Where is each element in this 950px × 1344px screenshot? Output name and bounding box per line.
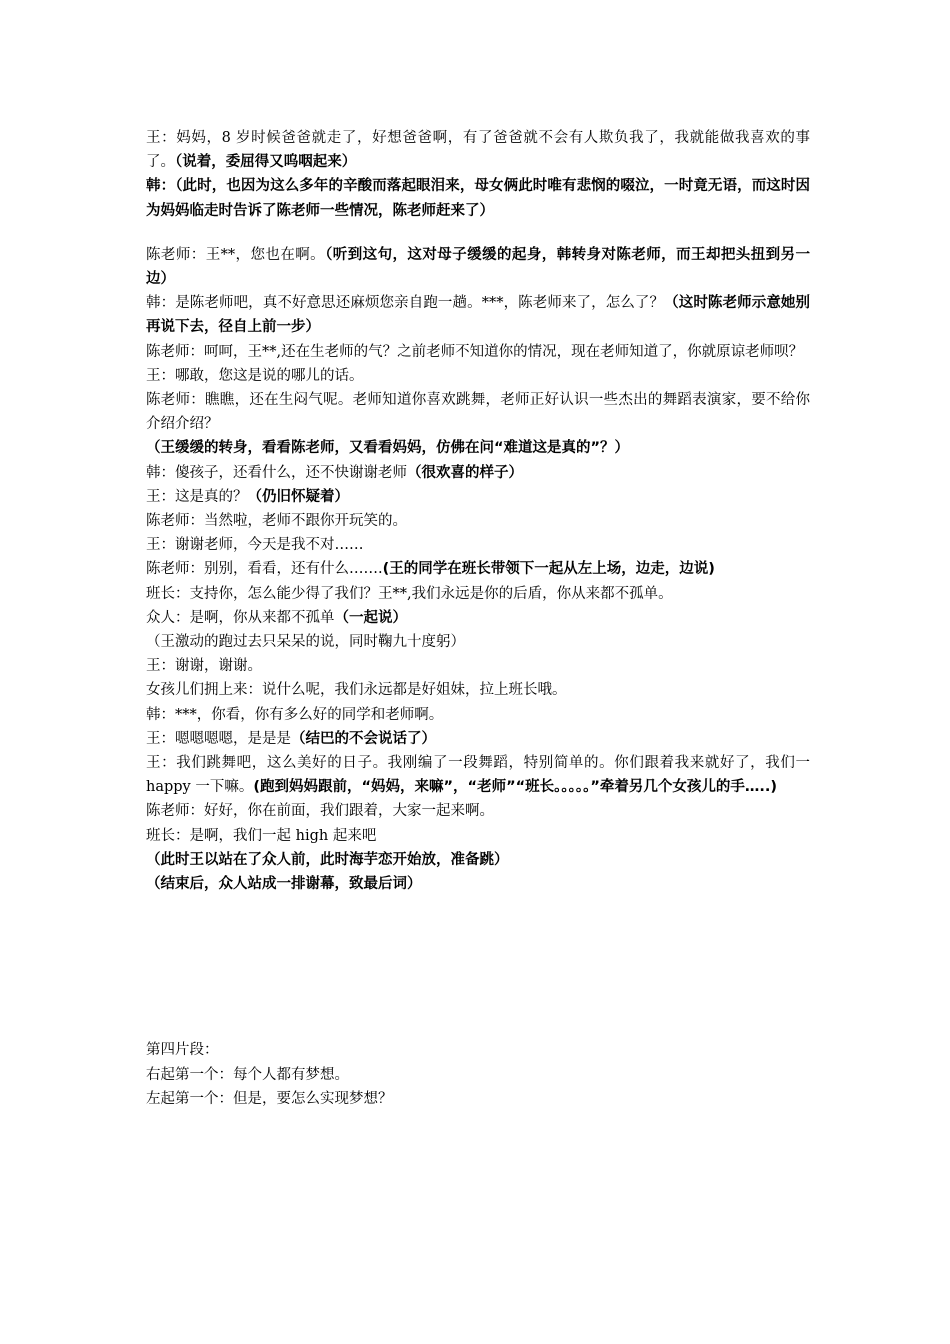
line-14 — [146, 582, 810, 606]
stage-direction: （结束后，众人站成一排谢幕，致最后词） — [146, 876, 422, 893]
dialogue-text: 王：哪敢，您这是说的哪儿的话。 — [146, 367, 364, 384]
stage-direction: （这时陈老师示意她别再说下去，径自上前一步） — [146, 295, 811, 336]
dialogue-text: 陈老师：呵呵，王**,还在生老师的气？之前老师不知道你的情况，现在老师知道了，你就原谅老师呗？ — [146, 343, 804, 360]
line-24 — [146, 848, 810, 872]
stage-direction: （此时王以站在了众人前，此时海芋恋开始放，准备跳） — [146, 851, 509, 868]
dialogue-text: 韩：***，你看，你有多么好的同学和老师啊。 — [146, 706, 444, 723]
dialogue-text: 陈老师：瞧瞧，还在生闷气呢。老师知道你喜欢跳舞，老师正好认识一些杰出的舞蹈表演家，要不给你介绍介绍？ — [146, 392, 810, 433]
line-20 — [146, 727, 810, 751]
dialogue-text: 陈老师：别别，看看，还有什么……. — [146, 561, 383, 578]
line-3 — [146, 243, 810, 291]
dialogue-text: 陈老师：王**，您也在啊。 — [146, 246, 326, 263]
line-17 — [146, 654, 810, 678]
stage-direction: （听到这句，这对母子缓缓的起身，韩转身对陈老师，而王却把头扭到另一边） — [146, 246, 811, 288]
line-9 — [146, 461, 810, 485]
line-13 — [146, 557, 810, 581]
line-5 — [146, 340, 810, 364]
heading-text: 第四片段： — [146, 1042, 219, 1059]
line-22 — [146, 799, 810, 823]
stage-direction: （仍旧怀疑着） — [247, 488, 349, 505]
script-document — [146, 126, 810, 1111]
dialogue-text: 班长：支持你，怎么能少得了我们？王**,我们永远是你的后盾，你从来都不孤单。 — [146, 585, 673, 602]
line-28 — [146, 1087, 810, 1111]
section-heading — [146, 1038, 810, 1062]
line-27 — [146, 1063, 810, 1087]
line-1 — [146, 126, 810, 174]
dialogue-text: 班长：是啊，我们一起 high 起来吧 — [146, 827, 377, 844]
dialogue-text: 女孩儿们拥上来：说什么呢，我们永远都是好姐妹，拉上班长哦。 — [146, 682, 567, 699]
blank-space — [146, 896, 810, 1038]
dialogue-text: 左起第一个：但是，要怎么实现梦想？ — [146, 1090, 393, 1107]
stage-direction: 韩：（此时，也因为这么多年的辛酸而落起眼泪来，母女俩此时唯有悲悯的啜泣，一时竟无语，而这时因为妈妈临走时告诉了陈老师一些情况，陈老师赶来了） — [146, 178, 810, 219]
dialogue-text: 王：谢谢，谢谢。 — [146, 658, 262, 675]
dialogue-text: 王：这是真的？ — [146, 488, 248, 505]
stage-direction: （结巴的不会说话了） — [291, 730, 436, 747]
line-15 — [146, 606, 810, 630]
stage-direction: （一起说） — [334, 609, 407, 626]
dialogue-text: 王：我们跳舞吧，这么美好的日子。我刚编了一段舞蹈，特别简单的。你们跟着我来就好了，我们一 happy 一下嘛。 — [146, 755, 810, 796]
line-16 — [146, 630, 810, 654]
line-21 — [146, 751, 810, 799]
line-25 — [146, 872, 810, 896]
stage-direction: (王的同学在班长带领下一起从左上场，边走，边说) — [382, 561, 715, 578]
line-18 — [146, 678, 810, 702]
dialogue-text: 陈老师：当然啦，老师不跟你开玩笑的。 — [146, 513, 407, 530]
dialogue-text: 王：嗯嗯嗯嗯，是是是 — [146, 730, 291, 747]
line-10 — [146, 485, 810, 509]
line-4 — [146, 291, 810, 339]
dialogue-text: 韩：是陈老师吧，真不好意思还麻烦您亲自跑一趟。***，陈老师来了，怎么了？ — [146, 295, 665, 312]
dialogue-text: 右起第一个：每个人都有梦想。 — [146, 1066, 349, 1083]
line-23 — [146, 824, 810, 848]
stage-direction: （王缓缓的转身，看看陈老师，又看看妈妈，仿佛在问“难道这是真的”？） — [146, 440, 630, 457]
dialogue-text: 王：妈妈，8 岁时候爸爸就走了，好想爸爸啊，有了爸爸就不会有人欺负我了，我就能做我喜欢的事了。 — [146, 130, 810, 171]
line-2 — [146, 174, 810, 222]
dialogue-text: 陈老师：好好，你在前面，我们跟着，大家一起来啊。 — [146, 803, 494, 820]
blank-line — [146, 223, 810, 243]
line-11 — [146, 509, 810, 533]
dialogue-text: 众人：是啊，你从来都不孤单 — [146, 609, 335, 626]
dialogue-text: （王激动的跑过去只呆呆的说，同时鞠九十度躬） — [146, 634, 465, 651]
line-12 — [146, 533, 810, 557]
dialogue-text: 王：谢谢老师，今天是我不对…… — [146, 537, 364, 554]
line-8 — [146, 436, 810, 460]
dialogue-text: 韩：傻孩子，还看什么，还不快谢谢老师 — [146, 464, 407, 481]
stage-direction: (跑到妈妈跟前，“妈妈，来嘛”，“老师”“班长。。。。。”牵着另几个女孩儿的手…..) — [253, 779, 778, 796]
stage-direction: （很欢喜的样子） — [407, 464, 523, 481]
line-7 — [146, 388, 810, 436]
line-6 — [146, 364, 810, 388]
stage-direction: （说着，委屈得又呜咽起来） — [175, 154, 357, 171]
line-19 — [146, 703, 810, 727]
